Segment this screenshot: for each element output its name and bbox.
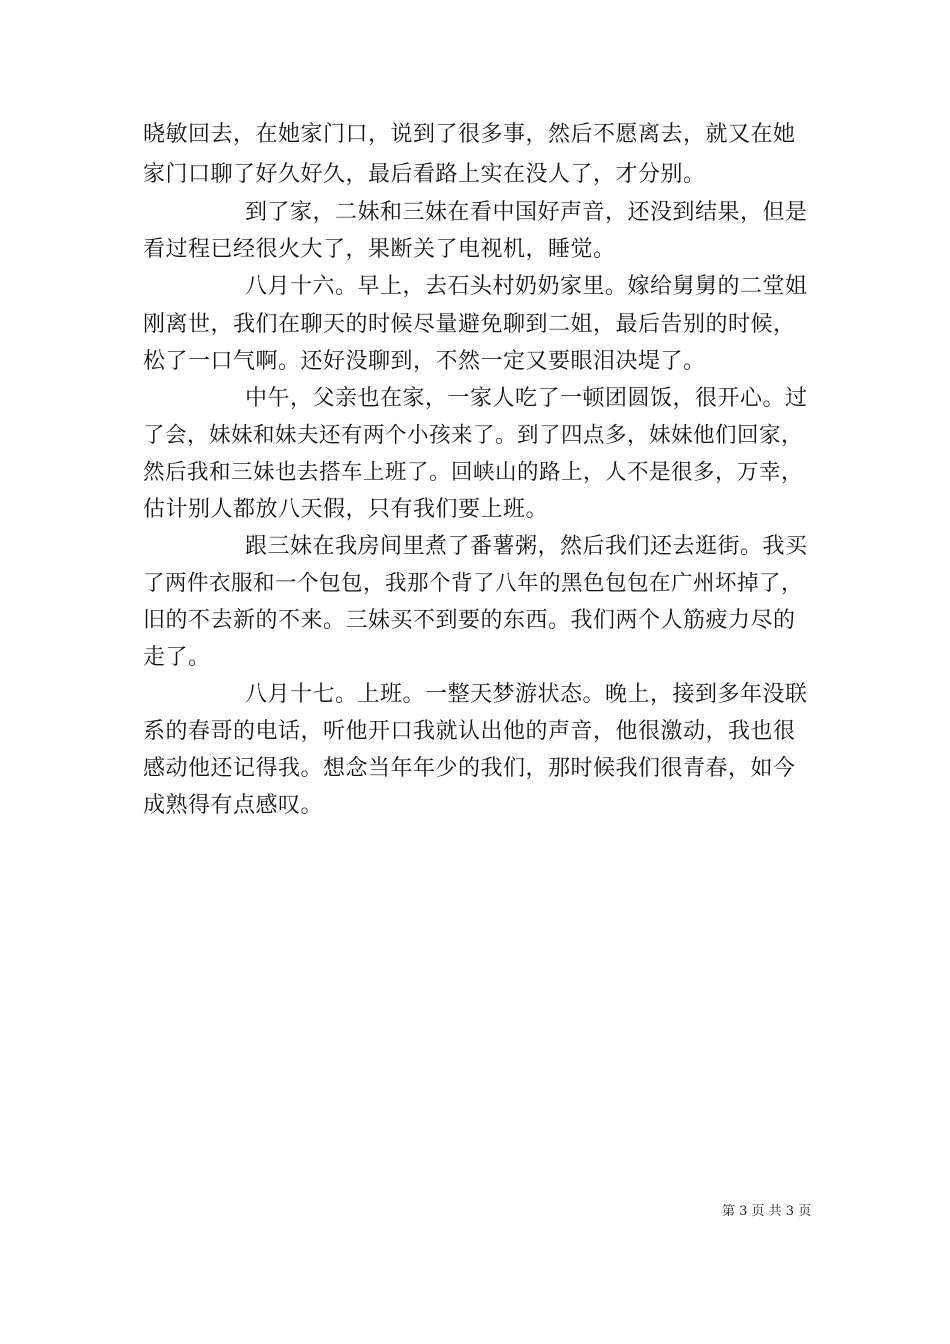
paragraph-line: 旧的不去新的不来。三妹买不到要的东西。我们两个人筋疲力尽的	[143, 608, 796, 633]
paragraph-first-line: 八月十七。上班。一整天梦游状态。晚上，接到多年没联	[245, 682, 808, 707]
paragraph-line: 松了一口气啊。还好没聊到，不然一定又要眼泪决堤了。	[143, 349, 706, 374]
paragraph-line: 看过程已经很火大了，果断关了电视机，睡觉。	[143, 237, 616, 262]
paragraph-line: 家门口聊了好久好久，最后看路上实在没人了，才分别。	[143, 162, 706, 187]
paragraph-line: 晓敏回去，在她家门口，说到了很多事，然后不愿离去，就又在她	[143, 122, 796, 147]
paragraph-first-line: 到了家，二妹和三妹在看中国好声音，还没到结果，但是	[245, 200, 808, 225]
paragraph-line: 感动他还记得我。想念当年年少的我们，那时候我们很青春，如今	[143, 756, 796, 781]
paragraph-line: 然后我和三妹也去搭车上班了。回峡山的路上，人不是很多，万幸，	[143, 460, 804, 485]
paragraph-line: 走了。	[143, 645, 211, 670]
page-number: 第 3 页 共 3 页	[722, 1204, 812, 1219]
paragraph-line: 了会，妹妹和妹夫还有两个小孩来了。到了四点多，妹妹他们回家，	[143, 423, 804, 448]
paragraph-first-line: 中午，父亲也在家，一家人吃了一顿团圆饭，很开心。过	[245, 386, 808, 411]
paragraph-line: 成熟得有点感叹。	[143, 793, 324, 818]
paragraph-line: 估计别人都放八天假，只有我们要上班。	[143, 497, 549, 522]
paragraph-line: 系的春哥的电话，听他开口我就认出他的声音，他很激动，我也很	[143, 719, 796, 744]
paragraph-first-line: 八月十六。早上，去石头村奶奶家里。嫁给舅舅的二堂姐	[245, 274, 808, 299]
paragraph-line: 了两件衣服和一个包包，我那个背了八年的黑色包包在广州坏掉了，	[143, 571, 804, 596]
paragraph-line: 刚离世，我们在聊天的时候尽量避免聊到二姐，最后告别的时候，	[143, 312, 796, 337]
paragraph-first-line: 跟三妹在我房间里煮了番薯粥，然后我们还去逛街。我买	[245, 534, 808, 559]
